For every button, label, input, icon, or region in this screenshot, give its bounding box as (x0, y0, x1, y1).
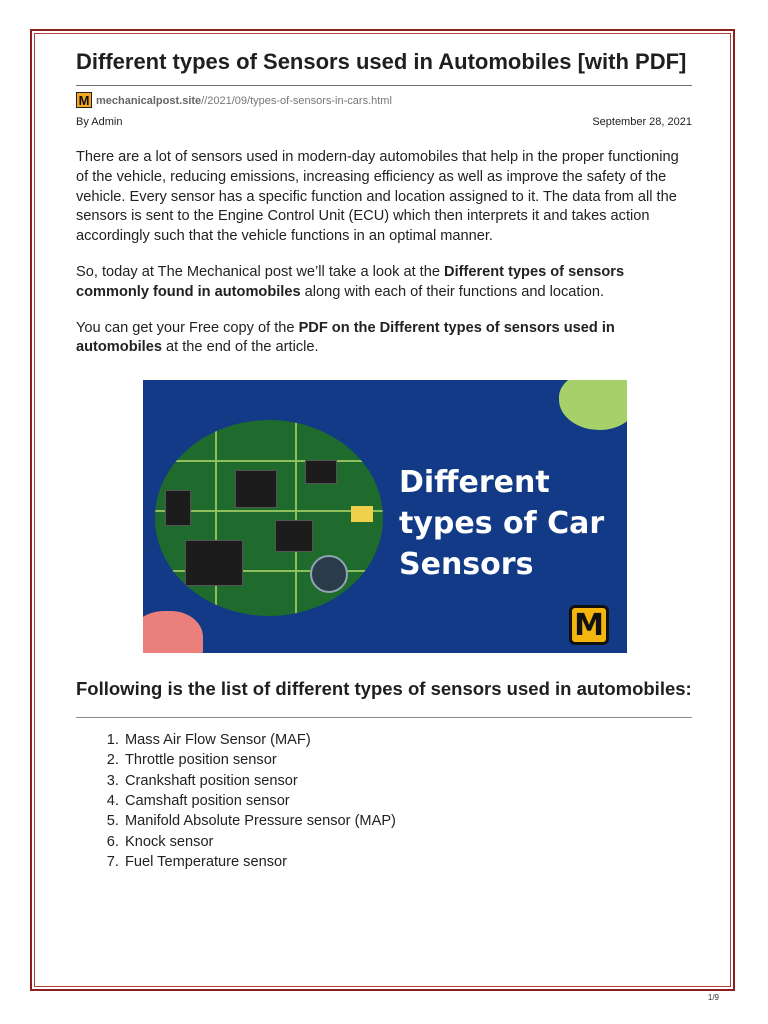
paragraph-3 (76, 319, 692, 359)
source-host: mechanicalpost.site (96, 95, 202, 107)
pink-blob-decoration (143, 611, 203, 653)
list-item: 2. Throttle position sensor (123, 750, 692, 770)
hero-title (399, 462, 604, 585)
p2-text-pre: So, today at The Mechanical post we’ll take a look at the (76, 263, 445, 280)
p3-text-pre: You can get your Free copy of the (76, 319, 299, 336)
byline-row (76, 115, 692, 129)
list-item: 5. Manifold Absolute Pressure sensor (MAP) (123, 811, 692, 831)
source-row (76, 92, 692, 108)
list-divider (76, 717, 692, 718)
brand-logo-icon: M (569, 605, 609, 645)
publish-date: September 28, 2021 (592, 116, 692, 128)
site-logo-icon: M (76, 92, 92, 108)
article (76, 49, 692, 872)
source-link[interactable] (96, 91, 392, 109)
hero-image (143, 380, 627, 653)
source-path: //2021/09/types-of-sensors-in-cars.html (201, 95, 392, 107)
page-number: 1/9 (707, 993, 719, 1002)
p2-text-post: along with each of their functions and location. (300, 283, 605, 300)
circuit-board-icon (155, 420, 383, 616)
author: By Admin (76, 116, 123, 128)
list-item: 4. Camshaft position sensor (123, 791, 692, 811)
p2-text-bold: Different types of sensors commonly found in automobiles (76, 263, 625, 300)
article-title: Different types of Sensors used in Automobiles [with PDF] (76, 49, 687, 74)
list-heading: Following is the list of different types of sensors used in automobiles: (76, 678, 692, 700)
list-item: 3. Crankshaft position sensor (123, 771, 692, 791)
hero-title-line-3: Sensors (399, 547, 534, 583)
green-blob-decoration (559, 380, 627, 430)
p3-text-bold: PDF on the Different types of sensors used in automobiles (76, 319, 615, 356)
sensor-list (76, 730, 692, 872)
hero-title-line-1: Different (399, 465, 550, 501)
paragraph-2 (76, 263, 692, 303)
list-item: 6. Knock sensor (123, 832, 692, 852)
p3-text-post: at the end of the article. (161, 339, 319, 356)
list-item: 1. Mass Air Flow Sensor (MAF) (123, 730, 692, 750)
intro-paragraph: There are a lot of sensors used in modern-day automobiles that help in the proper functioning of the vehicle, reducing emissions, increasing efficiency as well as improve the safety of the vehicle. Every sensor has a specific function and location assigned to it. The data from all the sensors is sent to the Engine Control Unit (ECU) which then interprets it and takes action accordingly such that the vehicle functions in an optimal manner. (76, 149, 679, 245)
list-item: 7. Fuel Temperature sensor (123, 852, 692, 872)
title-divider (76, 85, 692, 86)
hero-title-line-2: types of Car (399, 506, 605, 542)
